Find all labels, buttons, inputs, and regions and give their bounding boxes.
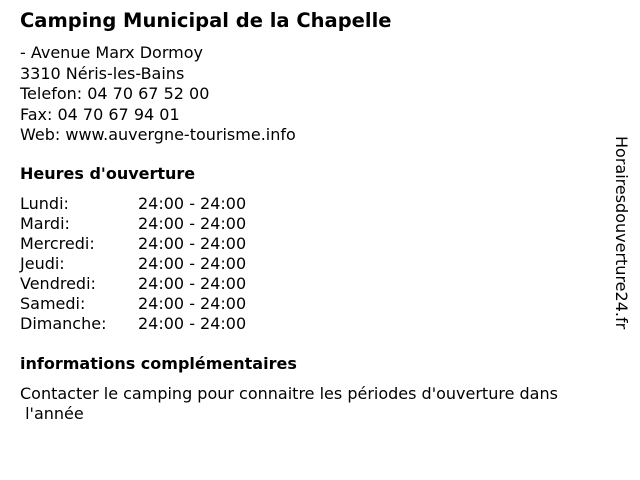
fax-number: Fax: 04 70 67 94 01 — [20, 104, 180, 124]
hours-row-friday — [20, 274, 280, 294]
hours-row-sunday — [20, 314, 280, 334]
hours-row-thursday — [20, 254, 280, 274]
day-label: Vendredi: — [20, 274, 96, 293]
side-watermark — [612, 136, 632, 376]
time-range: 24:00 - 24:00 — [138, 194, 247, 213]
info-heading: informations complémentaires — [20, 354, 297, 373]
time-range: 24:00 - 24:00 — [138, 214, 247, 233]
hours-row-tuesday — [20, 214, 280, 234]
day-label: Dimanche: — [20, 314, 107, 333]
hours-heading: Heures d'ouverture — [20, 164, 196, 183]
day-label: Jeudi: — [20, 254, 65, 273]
hours-row-monday — [20, 194, 280, 214]
page-title: Camping Municipal de la Chapelle — [20, 9, 392, 32]
phone-number: Telefon: 04 70 67 52 00 — [20, 84, 210, 103]
hours-row-wednesday — [20, 234, 280, 254]
day-label: Mardi: — [20, 214, 70, 233]
day-label: Lundi: — [20, 194, 69, 213]
hours-row-saturday — [20, 294, 280, 314]
hours-table — [20, 194, 280, 334]
time-range: 24:00 - 24:00 — [138, 274, 247, 293]
street-address: - Avenue Marx Dormoy — [20, 43, 203, 62]
time-range: 24:00 - 24:00 — [138, 234, 247, 253]
time-range: 24:00 - 24:00 — [138, 314, 247, 333]
side-label: Horairesdouverture24.fr — [612, 136, 631, 330]
time-range: 24:00 - 24:00 — [138, 294, 247, 313]
day-label: Samedi: — [20, 294, 86, 313]
website: Web: www.auvergne-tourisme.info — [20, 125, 296, 144]
time-range: 24:00 - 24:00 — [138, 254, 247, 273]
day-label: Mercredi: — [20, 234, 95, 253]
info-text: Contacter le camping pour connaitre les périodes d'ouverture dans l'année — [20, 384, 558, 423]
address-block — [20, 43, 296, 146]
city: 3310 Néris-les-Bains — [20, 63, 185, 83]
